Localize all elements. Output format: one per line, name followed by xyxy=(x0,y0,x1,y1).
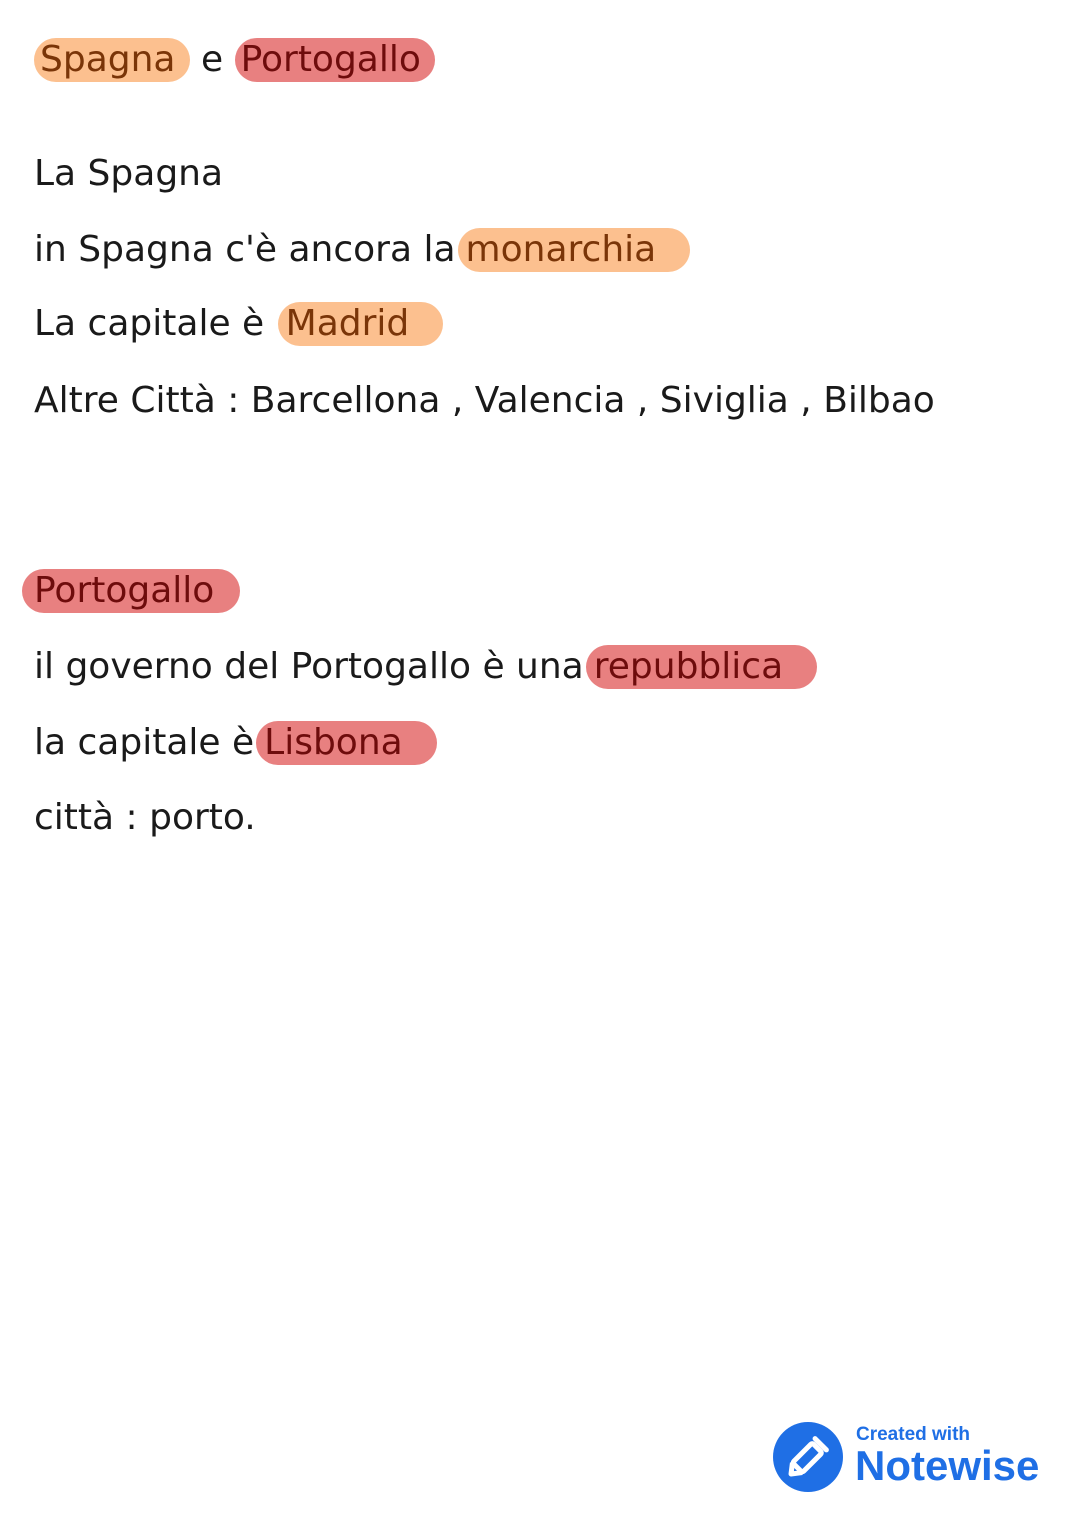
portugal-heading-line xyxy=(34,567,240,615)
page-title xyxy=(34,36,435,84)
spain-capital-prefix: La capitale è xyxy=(34,303,265,344)
portugal-heading-highlight: Portogallo xyxy=(22,569,240,613)
logo-created-with: Created with xyxy=(856,1424,971,1445)
spain-capital-line xyxy=(34,300,443,348)
spain-capital-highlight: Madrid xyxy=(278,302,444,346)
pencil-icon xyxy=(773,1422,843,1492)
title-portogallo-highlight: Portogallo xyxy=(235,38,435,82)
portugal-capital-prefix: la capitale è xyxy=(34,722,255,763)
title-joiner: e xyxy=(200,39,224,80)
spain-government-highlight: monarchia xyxy=(458,228,691,272)
spain-heading: La Spagna xyxy=(34,153,224,194)
portugal-capital-line xyxy=(34,719,437,767)
title-spagna-highlight: Spagna xyxy=(34,38,190,82)
portugal-cities-line: città : porto. xyxy=(34,797,256,838)
spain-government-prefix: in Spagna c'è ancora la xyxy=(34,229,456,270)
notewise-logo xyxy=(773,1420,1063,1494)
spain-cities-line: Altre Città : Barcellona , Valencia , Siviglia , Bilbao xyxy=(34,380,935,421)
portugal-government-highlight: repubblica xyxy=(586,645,817,689)
spain-government-line xyxy=(34,226,690,274)
portugal-government-prefix: il governo del Portogallo è una xyxy=(34,646,584,687)
portugal-government-line xyxy=(34,643,817,691)
portugal-capital-highlight: Lisbona xyxy=(256,721,437,765)
logo-brand-name: Notewise xyxy=(855,1442,1040,1489)
